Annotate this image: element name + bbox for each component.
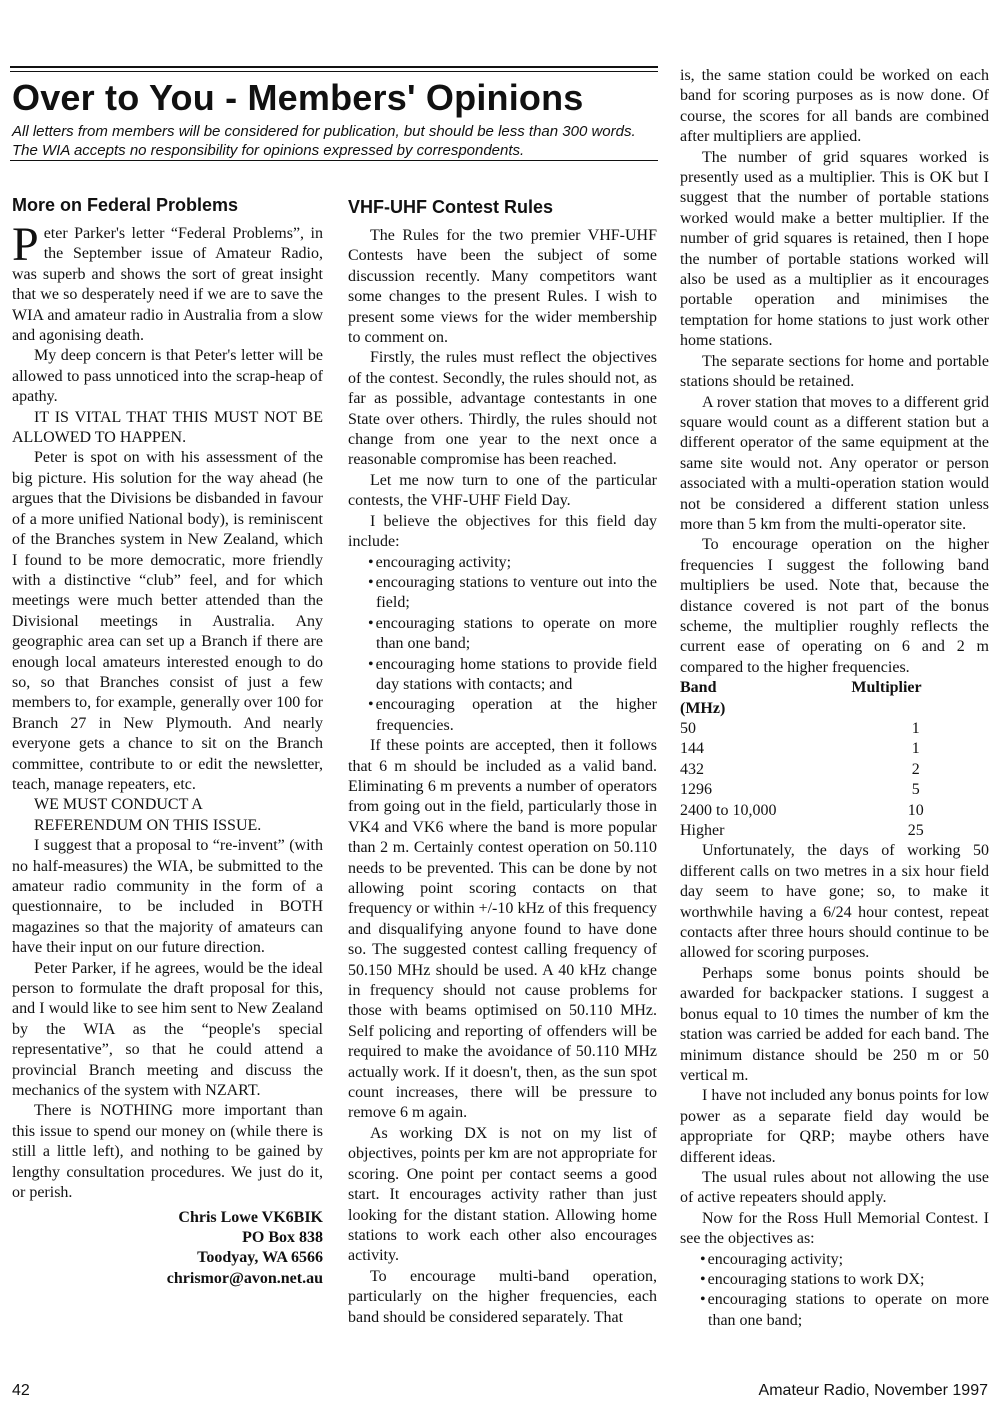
header-rule xyxy=(10,160,658,161)
signature-block xyxy=(12,1208,323,1290)
article-paragraph: The Rules for the two premier VHF-UHF Contests have been the subject of some discussion recently. Many competitors want some changes to the present Rules. I wish to present some views for the wider membership to comment on. xyxy=(348,227,657,347)
table-row: 144 1 xyxy=(680,740,920,758)
section-header xyxy=(12,76,658,160)
article-paragraph: I have not included any bonus points for low power as a separate field day would be appropriate for QRP; maybe others have different ideas. xyxy=(680,1087,989,1166)
article-heading-federal: More on Federal Problems xyxy=(12,195,239,215)
top-rule xyxy=(10,66,658,68)
table-header-multiplier: Multiplier xyxy=(851,679,922,697)
article-paragraph: The number of grid squares worked is presently used as a multiplier. This is OK but I suggest that the number of portable stations worked would make a better multiplier. If the number of grid squares is retained, then I hope the number of portable stations worked will also be used as a multiplier as it encourages portable operation and minimises the temptation for home stations to just work other home stations. xyxy=(680,148,989,350)
page-number: 42 xyxy=(12,1382,30,1399)
table-row: 1296 5 xyxy=(680,781,920,799)
article-paragraph: To encourage multi-band operation, particularly on the higher frequencies, each band should be considered separately. That xyxy=(348,1267,657,1326)
list-item: • encouraging operation at the higher frequencies. xyxy=(348,695,657,736)
article-paragraph: I believe the objectives for this field day include: xyxy=(348,512,657,551)
objectives-list xyxy=(680,1250,989,1332)
column-1 xyxy=(12,194,323,1289)
table-row: 432 2 xyxy=(680,760,920,778)
article-paragraph: The separate sections for home and portable stations should be retained. xyxy=(680,352,989,391)
article-paragraph: If these points are accepted, then it follows that 6 m should be included as a valid band. Eliminating 6 m prevents a number of operators from going out in the field, particularly those in VK4 and VK6 where the band is more popular than 2 m. Certainly contest operation on 50.110 needs to be prevented. This can be done by not allowing point scoring contacts on that frequency or within +/-10 kHz of this frequency and disqualifying anyone found to have done so. The suggested contest calling frequency of 50.150 MHz should be used. A 40 kHz change in frequency should not cause problems for those with beams optimised on 50.110 MHz. Self policing and reporting of offenders will be required to make the avoidance of 50.110 MHz actually work. If it doesn't, then, as the sun spot count increases, there will be pressure to remove 6 m again. xyxy=(348,737,657,1122)
table-row: Higher 25 xyxy=(680,822,924,840)
list-item: • encouraging stations to venture out into the field; xyxy=(348,573,657,614)
signature-email: chrismor@avon.net.au xyxy=(166,1269,323,1287)
column-2 xyxy=(348,196,657,1328)
signature-name: Chris Lowe VK6BIK xyxy=(178,1208,323,1226)
list-item: • encouraging home stations to provide field day stations with contacts; and xyxy=(348,655,657,696)
signature-town: Toodyay, WA 6566 xyxy=(197,1249,323,1267)
list-item: • encouraging stations to operate on more than one band; xyxy=(348,614,657,655)
article-paragraph: I suggest that a proposal to “re-invent” (with no half-measures) the WIA, be submitted to the amateur radio community in the form of a questionnaire, to be included in BOTH magazines so that the majority of amateurs can have their input on our future direction. xyxy=(12,837,323,957)
article-paragraph: A rover station that moves to a different grid square would count as a different station but a different operator of the same equipment at the same site would not. Any operator or person associated with a multi-operation station would not be considered a different station unless more than 5 km from the multi-operator site. xyxy=(680,393,989,533)
article-paragraph: My deep concern is that Peter's letter will be allowed to pass unnoticed into the scrap-heap of apathy. xyxy=(12,347,323,406)
article-paragraph: Peter is spot on with his assessment of the big picture. His solution for the way ahead (he argues that the Divisions be disbanded in favour of a more unified National body), is reminiscent of the Branches system in New Zealand, which I found to be more democratic, more friendly with a distinctive “club” feel, and for which meetings were much better attended than the Divisional meetings in Australia. Any geographic area can set up a Branch if there are enough local amateurs interested enough to do so, so that Branches consist of just a few members to, for example, generally over 100 for Branch 27 in New Plymouth. And nearly everyone gets a chance to sit on the Branch committee, contribute to or edit the newsletter, teach, manage repeaters, etc. xyxy=(12,449,323,793)
publication-footer: Amateur Radio, November 1997 xyxy=(758,1382,988,1399)
article-paragraph: To encourage operation on the higher frequencies I suggest the following band multipliers be used. Note that, because the distance covered is not part of the bonus scheme, the multiplier roughly reflects the current ease of operating on 6 and 2 m compared to the higher frequencies. xyxy=(680,536,989,676)
list-item: • encouraging stations to work DX; xyxy=(680,1270,989,1290)
article-heading-contest: VHF-UHF Contest Rules xyxy=(348,197,554,217)
article-paragraph: Now for the Ross Hull Memorial Contest. I see the objectives as: xyxy=(680,1209,989,1248)
page-title: Over to You - Members' Opinions xyxy=(12,77,584,118)
signature-po-box: PO Box 838 xyxy=(242,1228,323,1246)
article-paragraph: WE MUST CONDUCT A xyxy=(34,796,203,814)
table-header-band: Band (MHz) xyxy=(680,679,726,717)
article-paragraph: As working DX is not on my list of objectives, points per km are not appropriate for scoring. One point per contact seems a good start. It encourages activity rather than just looking for the distant station. Allowing home stations to work each other also encourages activity. xyxy=(348,1124,657,1265)
article-paragraph: Let me now turn to one of the particular contests, the VHF-UHF Field Day. xyxy=(348,471,657,510)
top-rule-thin xyxy=(10,71,658,72)
article-paragraph: Peter Parker, if he agrees, would be the ideal person to formulate the draft proposal for this, and I would like to see him sent to New Zealand by the WIA as the “people's special representative”, so that he could attend a provincial Branch meeting and discuss the mechanics of the system with NZART. xyxy=(12,959,323,1100)
section-intro: All letters from members will be considered for publication, but should be less than 300 words. The WIA accepts no responsibility for opinions expressed by correspondents. xyxy=(12,123,636,159)
article-paragraph: Firstly, the rules must reflect the objectives of the contest. Secondly, the rules should not, as far as possible, advantage contestants in one State over others. Thirdly, the rules should not change from one year to the next once a reasonable compromise has been reached. xyxy=(348,349,657,469)
article-paragraph: IT IS VITAL THAT THIS MUST NOT BE ALLOWED TO HAPPEN. xyxy=(12,408,323,447)
objectives-list xyxy=(348,553,657,737)
article-paragraph: Perhaps some bonus points should be awarded for backpacker stations. I suggest a bonus equal to 10 times the number of km the station was carried be added for each band. The minimum distance should be 250 m or 50 vertical m. xyxy=(680,964,989,1084)
article-paragraph: Unfortunately, the days of working 50 different calls on two metres in a six hour field day seem to have gone; so, to make it worthwhile having a 6/24 hour contest, repeat contacts after three hours should continue to be allowed for scoring purposes. xyxy=(680,842,989,962)
list-item: • encouraging stations to operate on more than one band; xyxy=(680,1290,989,1331)
article-paragraph: is, the same station could be worked on each band for scoring purposes as is now done. Of course, the scores for all bands are combined after multipliers are applied. xyxy=(680,67,989,146)
article-paragraph: Peter Parker's letter “Federal Problems”, in the September issue of Amateur Radio, was superb and shows the sort of great insight that we so desperately need if we are to save the WIA and amateur radio in Australia from a slow and agonising death. xyxy=(12,218,323,345)
article-paragraph: REFERENDUM ON THIS ISSUE. xyxy=(34,816,262,834)
table-header-row xyxy=(680,678,980,719)
drop-cap: P xyxy=(12,218,39,271)
table-row: 50 1 xyxy=(680,720,920,737)
article-paragraph: There is NOTHING more important than this issue to spend our money on (while there is still a little left), and nothing to be gained by lengthy consultation procedures. We just do it, or perish. xyxy=(12,1102,323,1202)
article-paragraph: The usual rules about not allowing the use of active repeaters should apply. xyxy=(680,1168,989,1207)
column-3 xyxy=(680,66,989,1331)
list-item: • encouraging activity; xyxy=(680,1250,989,1270)
band-multiplier-table xyxy=(680,678,980,841)
table-row: 2400 to 10,000 10 xyxy=(680,801,924,819)
list-item: • encouraging activity; xyxy=(348,553,657,573)
